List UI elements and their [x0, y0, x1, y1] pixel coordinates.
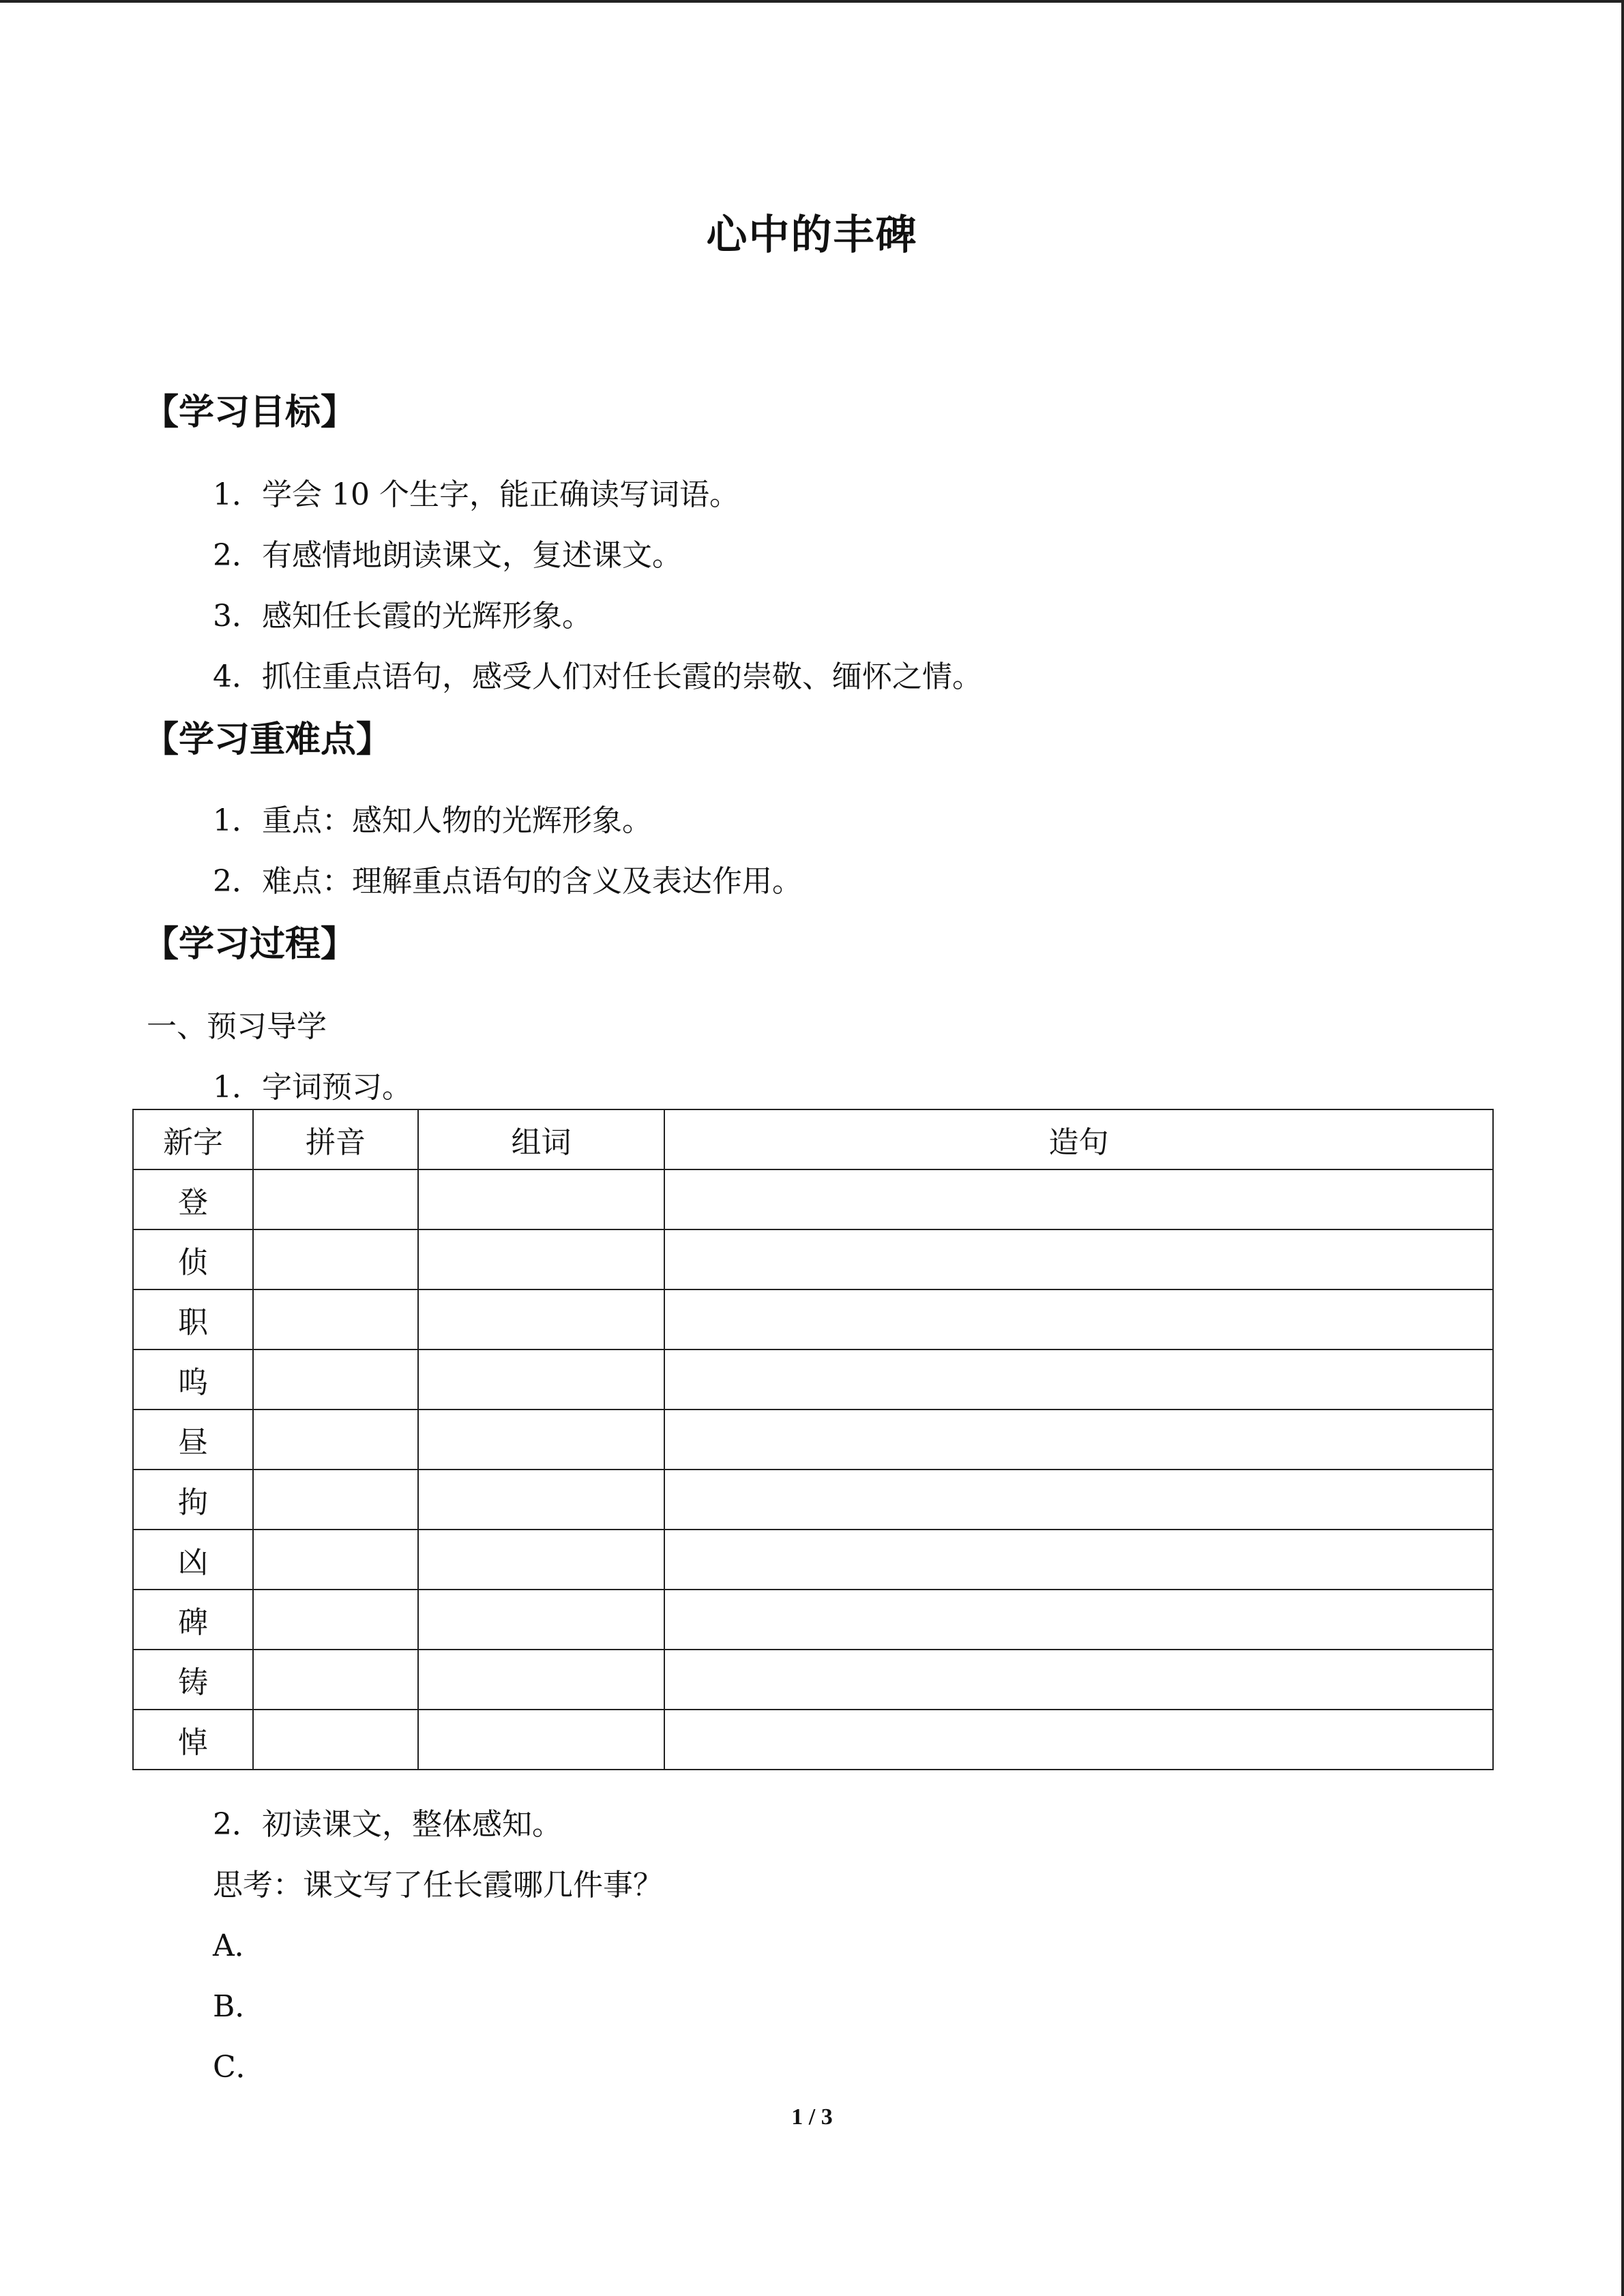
table-row — [133, 1169, 1493, 1229]
key-point-item: 1．重点：感知人物的光辉形象。 — [213, 803, 652, 838]
word-cell[interactable] — [418, 1710, 664, 1770]
table-row — [133, 1650, 1493, 1710]
sentence-cell[interactable] — [664, 1410, 1493, 1470]
word-cell[interactable] — [418, 1530, 664, 1590]
sentence-cell[interactable] — [664, 1470, 1493, 1530]
pinyin-cell[interactable] — [253, 1710, 418, 1770]
character-cell: 登 — [133, 1169, 253, 1229]
table-row — [133, 1710, 1493, 1770]
sentence-cell[interactable] — [664, 1710, 1493, 1770]
sentence-cell[interactable] — [664, 1590, 1493, 1650]
objective-item: 4．抓住重点语句，感受人们对任长霞的崇敬、缅怀之情。 — [213, 659, 982, 694]
question-text: 思考：课文写了任长霞哪几件事？ — [213, 1868, 663, 1903]
document-title: 心中的丰碑 — [706, 211, 918, 259]
objectives-heading: 【学习目标】 — [143, 392, 357, 433]
table-header-row — [133, 1109, 1493, 1169]
word-cell[interactable] — [418, 1410, 664, 1470]
word-cell[interactable] — [418, 1470, 664, 1530]
word-cell[interactable] — [418, 1169, 664, 1229]
header-word: 组词 — [418, 1109, 664, 1169]
sentence-cell[interactable] — [664, 1350, 1493, 1410]
character-cell: 拘 — [133, 1470, 253, 1530]
table-row — [133, 1590, 1493, 1650]
pinyin-cell[interactable] — [253, 1229, 418, 1289]
character-cell: 侦 — [133, 1229, 253, 1289]
pinyin-cell[interactable] — [253, 1350, 418, 1410]
header-new-character: 新字 — [133, 1109, 253, 1169]
pinyin-cell[interactable] — [253, 1530, 418, 1590]
character-cell: 职 — [133, 1289, 253, 1350]
process-heading: 【学习过程】 — [143, 924, 357, 965]
table-row — [133, 1350, 1493, 1410]
answer-line-a[interactable]: A． — [213, 1928, 265, 1963]
table-row — [133, 1530, 1493, 1590]
answer-line-c[interactable]: C． — [213, 2050, 266, 2085]
character-cell: 铸 — [133, 1650, 253, 1710]
pinyin-cell[interactable] — [253, 1289, 418, 1350]
word-cell[interactable] — [418, 1590, 664, 1650]
character-cell: 凶 — [133, 1530, 253, 1590]
word-cell[interactable] — [418, 1350, 664, 1410]
objective-item: 3．感知任长霞的光辉形象。 — [213, 599, 592, 633]
pinyin-cell[interactable] — [253, 1590, 418, 1650]
page-number: 1 / 3 — [791, 2104, 833, 2130]
step2-label: 2．初读课文，整体感知。 — [213, 1807, 562, 1842]
pinyin-cell[interactable] — [253, 1169, 418, 1229]
objective-item: 1．学会 10 个生字，能正确读写词语。 — [213, 477, 739, 512]
table-row — [133, 1410, 1493, 1470]
key-point-item: 2．难点：理解重点语句的含义及表达作用。 — [213, 864, 802, 899]
answer-line-b[interactable]: B． — [213, 1989, 265, 2024]
sentence-cell[interactable] — [664, 1229, 1493, 1289]
table-row — [133, 1289, 1493, 1350]
sentence-cell[interactable] — [664, 1289, 1493, 1350]
word-cell[interactable] — [418, 1229, 664, 1289]
part1-label: 一、预习导学 — [147, 1009, 327, 1044]
pinyin-cell[interactable] — [253, 1410, 418, 1470]
table-row — [133, 1470, 1493, 1530]
page-border-top — [0, 0, 1624, 3]
character-cell: 悼 — [133, 1710, 253, 1770]
header-pinyin: 拼音 — [253, 1109, 418, 1169]
word-cell[interactable] — [418, 1289, 664, 1350]
sentence-cell[interactable] — [664, 1530, 1493, 1590]
table-row — [133, 1229, 1493, 1289]
objective-item: 2．有感情地朗读课文，复述课文。 — [213, 538, 682, 573]
pinyin-cell[interactable] — [253, 1470, 418, 1530]
character-cell: 呜 — [133, 1350, 253, 1410]
character-cell: 昼 — [133, 1410, 253, 1470]
header-sentence: 造句 — [664, 1109, 1493, 1169]
step1-label: 1．字词预习。 — [213, 1070, 412, 1105]
page-border-right — [1621, 0, 1624, 2296]
word-cell[interactable] — [418, 1650, 664, 1710]
sentence-cell[interactable] — [664, 1650, 1493, 1710]
vocab-table — [132, 1109, 1494, 1770]
pinyin-cell[interactable] — [253, 1650, 418, 1710]
sentence-cell[interactable] — [664, 1169, 1493, 1229]
character-cell: 碑 — [133, 1590, 253, 1650]
key-points-heading: 【学习重难点】 — [143, 719, 392, 760]
